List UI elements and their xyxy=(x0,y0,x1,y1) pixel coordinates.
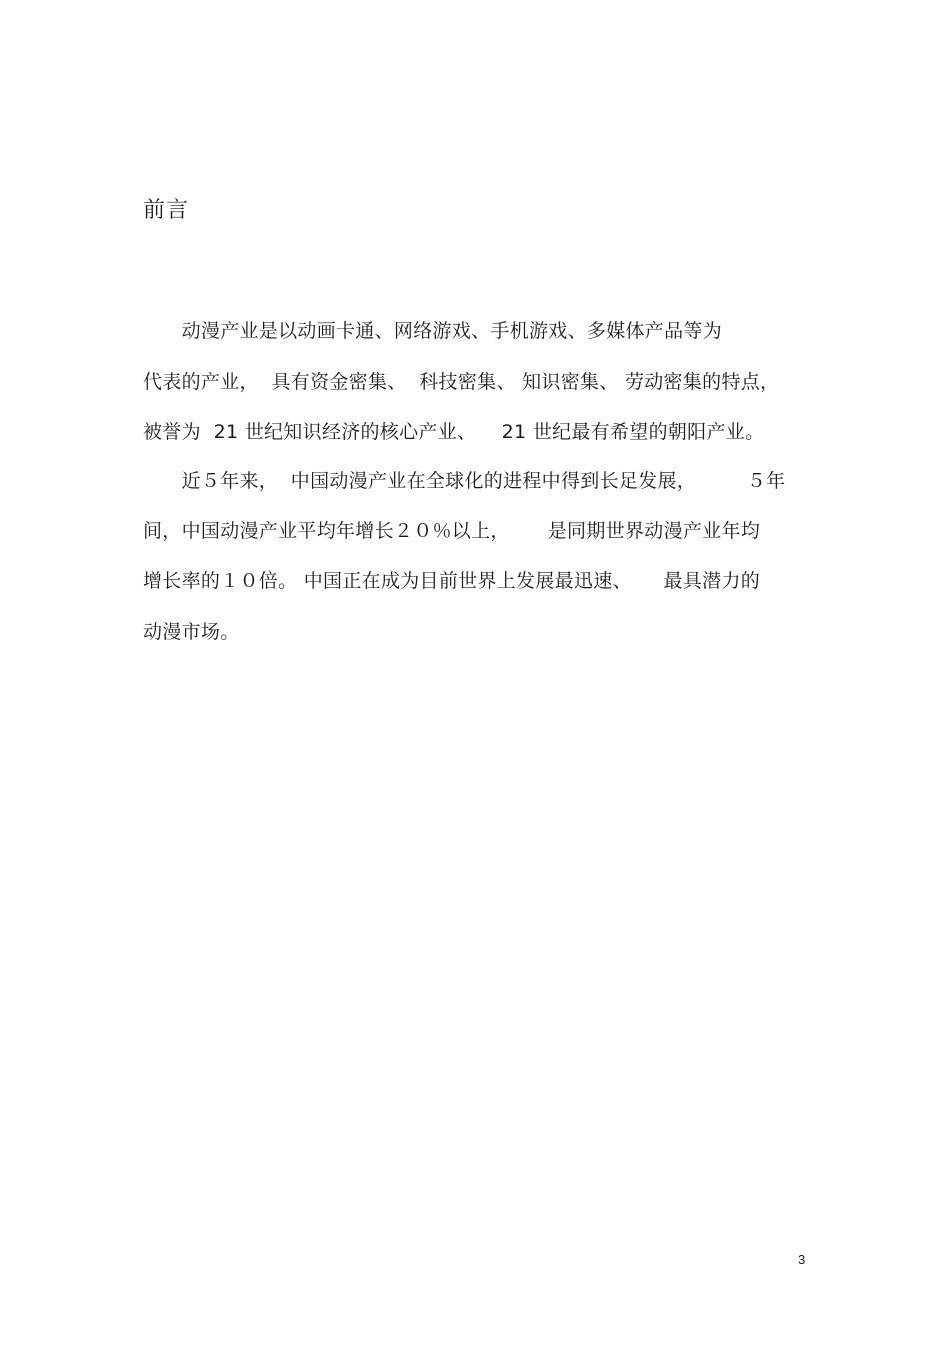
paragraph-line: 动漫产业是以动画卡通、网络游戏、手机游戏、多媒体产品等为 xyxy=(143,320,723,342)
paragraph-line: 近５年来， 中国动漫产业在全球化的进程中得到长足发展， ５年 xyxy=(143,470,786,492)
section-heading: 前言 xyxy=(143,198,190,223)
paragraph-line: 被誉为 21 世纪知识经济的核心产业、 21 世纪最有希望的朝阳产业。 xyxy=(143,421,765,443)
paragraph-line: 增长率的１０倍。 中国正在成为目前世界上发展最迅速、 最具潜力的 xyxy=(143,570,761,592)
paragraph-line: 代表的产业， 具有资金密集、 科技密集、 知识密集、 劳动密集的特点， xyxy=(143,371,780,393)
paragraph-line: 动漫市场。 xyxy=(143,621,240,643)
paragraph-line: 间，中国动漫产业平均年增长２０％以上， 是同期世界动漫产业年均 xyxy=(143,520,761,542)
page-number: 3 xyxy=(798,1252,806,1267)
